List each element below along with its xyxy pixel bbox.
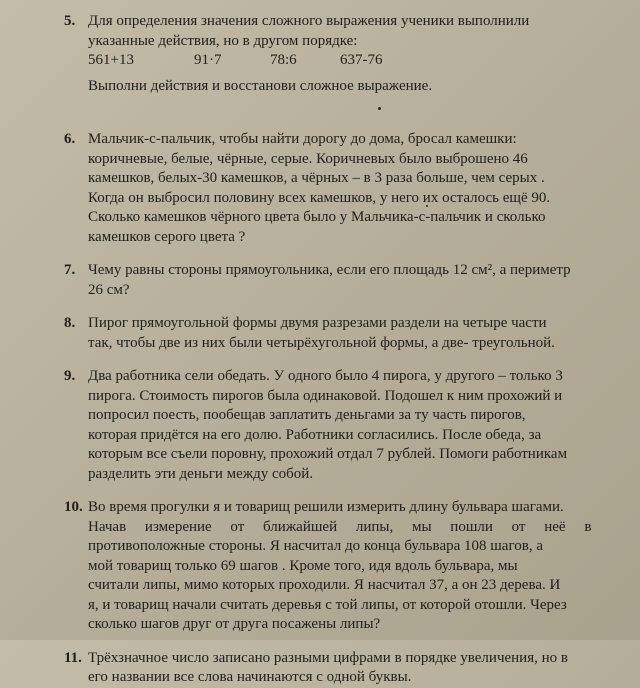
problem-7: [64, 261, 616, 300]
problem-text-line: 26 см?: [88, 281, 130, 298]
problem-number: 9.: [64, 368, 76, 384]
expression: 91·7: [194, 52, 222, 68]
problem-text-line: Когда он выбросил половину всех камешков, у него их осталось ещё 90.: [88, 189, 551, 206]
problem-number: 7.: [64, 262, 76, 278]
problem-text-line: мой товарищ только 69 шагов . Кроме того, идя вдоль бульвара, мы: [88, 557, 518, 574]
problem-text-line: Для определения значения сложного выражения ученики выполнили: [88, 13, 530, 29]
problem-text-line: указанные действия, но в другом порядке:: [88, 32, 358, 49]
problem-text-line: Сколько камешков чёрного цвета было у Мальчика-с-пальчик и сколько: [88, 209, 546, 225]
problem-text-line: попросил поесть, пообещав заплатить деньгами за ту часть пирогов,: [88, 407, 526, 423]
problem-11: [64, 649, 616, 688]
problem-number: 11.: [64, 649, 82, 666]
problem-text-line: Пирог прямоугольной формы двумя разрезами раздели на четыре части: [88, 315, 547, 331]
problem-text-line: Во время прогулки я и товарищ решили измерить длину бульвара шагами.: [88, 499, 564, 515]
problem-number: 10.: [64, 499, 83, 515]
problem-text-line: Два работника сели обедать. У одного было 4 пирога, у другого – только 3: [88, 368, 563, 384]
problem-text-line: разделить эти деньги между собой.: [88, 465, 314, 482]
problem-8: [64, 314, 616, 353]
problem-text-line: так, чтобы две из них были четырёхугольной формы, а две- треугольной.: [88, 334, 555, 351]
problem-text-line: противоположные стороны. Я насчитал до конца бульвара 108 шагов, а: [88, 538, 543, 554]
ink-speck: [426, 205, 428, 207]
expression: 561+13: [88, 52, 134, 68]
problem-text-line: Мальчик-с-пальчик, чтобы найти дорогу до дома, бросал камешки:: [88, 131, 517, 147]
problem-text-line: которым все съели поровну, прохожий отдал 7 рублей. Помоги работникам: [88, 446, 568, 462]
problem-text-line: которая придётся на его долю. Работники согласились. После обеда, за: [88, 426, 542, 443]
problem-text-line: считали липы, мимо которых проходили. Я насчитал 37, а он 23 дерева. И: [88, 577, 561, 593]
problem-text-line: камешков серого цвета ?: [88, 228, 246, 245]
problem-instruction: Выполни действия и восстанови сложное выражение.: [88, 77, 433, 94]
problem-9: [64, 367, 616, 484]
problem-number: 8.: [64, 315, 76, 331]
problem-text-line: я, и товарищ начали считать деревья с той липы, от которой отошли. Через: [88, 596, 567, 613]
problem-5: [64, 12, 616, 96]
problem-text-line: Трёхзначное число записано разными цифрами в порядке увеличения, но в: [88, 649, 568, 666]
ink-speck: [378, 107, 381, 110]
problem-text-line: Чему равны стороны прямоугольника, если его площадь 12 см², а периметр: [88, 262, 571, 278]
problem-text-line: сколько шагов друг от друга посажены липы?: [88, 616, 381, 632]
problem-text-line: его названии все слова начинаются с одной буквы.: [88, 669, 412, 685]
problem-text-line: пирога. Стоимость пирогов была одинаковой. Подошел к ним прохожий и: [88, 387, 563, 404]
problem-text-line: камешков, белых-30 камешков, а чёрных – в 3 раза больше, чем серых .: [88, 170, 545, 186]
problem-number: 6.: [64, 131, 76, 147]
problem-text-line: Начав измерение от ближайшей липы, мы пошли от неё в: [88, 518, 592, 535]
expression: 78:6: [270, 52, 297, 68]
problem-number: 5.: [64, 13, 76, 29]
expression-list: [88, 51, 616, 71]
problem-10: [64, 498, 616, 635]
problem-6: [64, 130, 616, 247]
expression: 637-76: [340, 52, 383, 68]
problem-text-line: коричневые, белые, чёрные, серые. Коричневых было выброшено 46: [88, 150, 528, 167]
